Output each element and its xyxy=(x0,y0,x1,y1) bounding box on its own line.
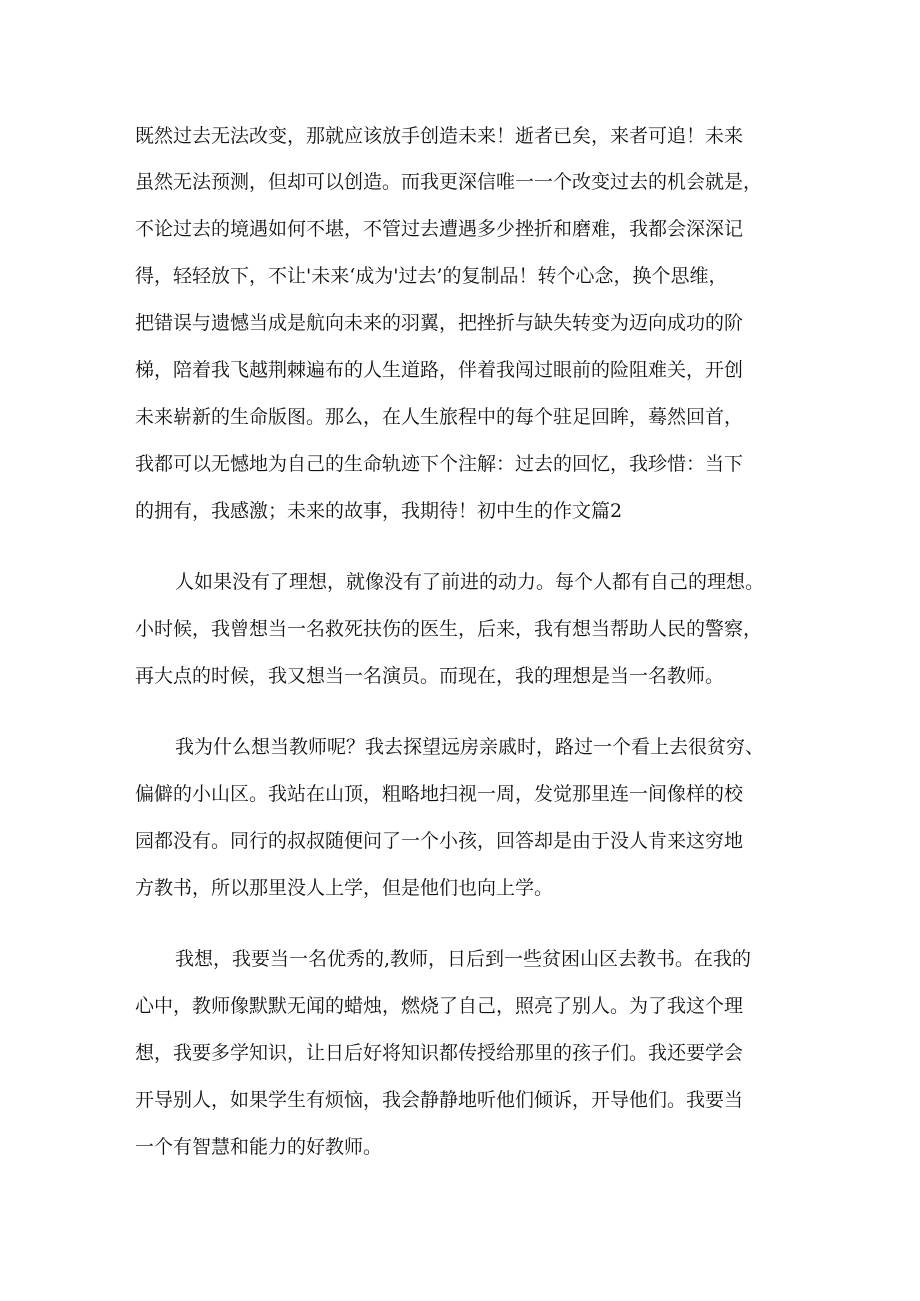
text-line: 偏僻的小山区。我站在山顶，粗略地扫视一周，发觉那里连一间像样的校 xyxy=(135,783,744,805)
text-line: 小时候，我曾想当一名救死扶伤的医生，后来，我有想当帮助人民的警察， xyxy=(135,618,763,640)
text-line: 的拥有，我感激；未来的故事，我期待！初中生的作文篇2 xyxy=(135,500,623,522)
text-line: 园都没有。同行的叔叔随便问了一个小孩，回答却是由于没人肯来这穷地 xyxy=(135,830,744,852)
text-line: 未来崭新的生命版图。那么，在人生旅程中的每个驻足回眸，蓦然回首， xyxy=(135,406,744,428)
text-line: 我为什么想当教师呢？我去探望远房亲戚时，路过一个看上去很贫穷、 xyxy=(175,736,765,758)
text-line: 梯，陪着我飞越荆棘遍布的人生道路，伴着我闯过眼前的险阻难关，开创 xyxy=(135,359,744,381)
text-line: 再大点的时候，我又想当一名演员。而现在，我的理想是当一名教师。 xyxy=(135,665,725,687)
text-line: 想，我要多学知识，让日后好将知识都传授给那里的孩子们。我还要学会 xyxy=(135,1042,744,1064)
text-line: 不论过去的境遇如何不堪，不管过去遭遇多少挫折和磨难，我都会深深记 xyxy=(135,218,744,240)
text-line: 得，轻轻放下，不让'未来‘成为'过去’的复制品！转个心念，换个思维， xyxy=(135,265,728,287)
text-line: 虽然无法预测，但却可以创造。而我更深信唯一一个改变过去的机会就是， xyxy=(135,171,763,193)
text-line: 心中，教师像默默无闻的蜡烛，燃烧了自己，照亮了别人。为了我这个理 xyxy=(135,995,744,1017)
text-line: 既然过去无法改变，那就应该放手创造未来！逝者已矣，来者可追！未来 xyxy=(135,125,744,147)
text-line: 方教书，所以那里没人上学，但是他们也向上学。 xyxy=(135,877,554,899)
text-line: 开导别人，如果学生有烦恼，我会静静地听他们倾诉，开导他们。我要当 xyxy=(135,1089,744,1111)
text-line: 我都可以无憾地为自己的生命轨迹下个注解：过去的回忆，我珍惜：当下 xyxy=(135,453,744,475)
text-line: 我想，我要当一名优秀的,教师，日后到一些贫困山区去教书。在我的 xyxy=(175,948,752,970)
text-line: 人如果没有了理想，就像没有了前进的动力。每个人都有自己的理想。 xyxy=(175,571,765,593)
text-line: 一个有智慧和能力的好教师。 xyxy=(135,1136,383,1158)
text-line: 把错误与遗憾当成是航向未来的羽翼，把挫折与缺失转变为迈向成功的阶 xyxy=(135,312,744,334)
